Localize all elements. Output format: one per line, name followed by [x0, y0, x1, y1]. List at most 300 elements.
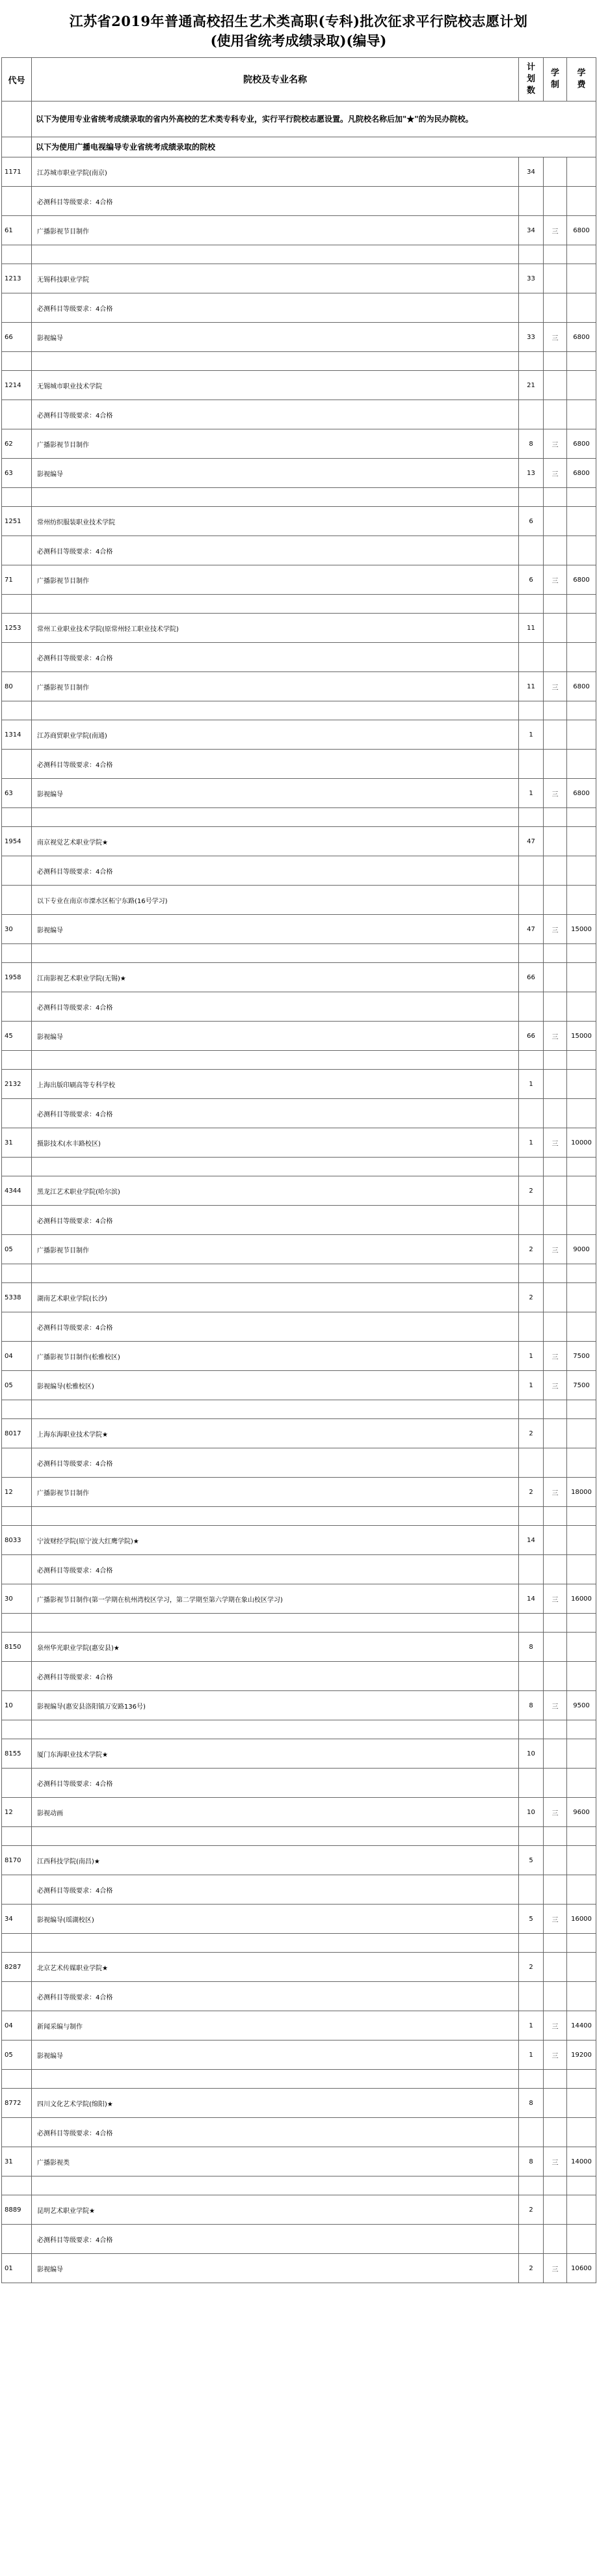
spacer-cell	[2, 2176, 32, 2195]
name-cell: 泉州华光职业学院(惠安县)★	[32, 1633, 519, 1662]
fee-cell	[567, 157, 596, 187]
plan-cell: 5	[519, 1905, 544, 1934]
major-row	[2, 1371, 596, 1400]
spacer-cell	[544, 2176, 567, 2195]
name-cell: 必测科目等级要求：4合格	[32, 2118, 519, 2147]
spacer-cell	[519, 488, 544, 507]
fee-cell: 10600	[567, 2254, 596, 2283]
fee-cell: 6800	[567, 459, 596, 488]
spacer-cell	[544, 1400, 567, 1419]
plan-cell	[519, 1312, 544, 1342]
spacer-cell	[519, 1614, 544, 1633]
name-cell: 黑龙江艺术职业学院(哈尔滨)	[32, 1176, 519, 1206]
spacer-cell	[519, 1507, 544, 1526]
header-years: 学 制	[544, 58, 567, 102]
code-cell: 1314	[2, 720, 32, 750]
name-cell: 必测科目等级要求：4合格	[32, 2225, 519, 2254]
years-cell	[544, 1283, 567, 1312]
requirement-row	[2, 643, 596, 672]
years-cell: 三	[544, 1691, 567, 1720]
spacer-cell	[544, 1051, 567, 1070]
years-cell: 三	[544, 1798, 567, 1827]
years-cell	[544, 371, 567, 400]
name-cell: 南京视觉艺术职业学院★	[32, 827, 519, 856]
spacer-cell	[519, 1264, 544, 1283]
name-cell: 必测科目等级要求：4合格	[32, 1982, 519, 2011]
plan-cell: 1	[519, 1342, 544, 1371]
spacer-cell	[32, 944, 519, 963]
name-cell: 上海东海职业技术学院★	[32, 1419, 519, 1448]
code-cell: 4344	[2, 1176, 32, 1206]
major-row	[2, 1478, 596, 1507]
plan-cell	[519, 643, 544, 672]
major-row	[2, 1022, 596, 1051]
years-cell: 三	[544, 1478, 567, 1507]
major-row	[2, 1798, 596, 1827]
spacer-cell	[32, 2070, 519, 2089]
name-cell: 厦门东海职业技术学院★	[32, 1739, 519, 1769]
spacer-cell	[567, 1720, 596, 1739]
fee-cell	[567, 886, 596, 915]
spacer-cell	[519, 2070, 544, 2089]
code-cell	[2, 1555, 32, 1584]
requirement-row	[2, 1555, 596, 1584]
fee-cell: 7500	[567, 1342, 596, 1371]
spacer-cell	[519, 2176, 544, 2195]
plan-cell: 47	[519, 827, 544, 856]
code-cell: 71	[2, 565, 32, 595]
plan-cell	[519, 886, 544, 915]
plan-cell: 21	[519, 371, 544, 400]
spacer-cell	[519, 944, 544, 963]
major-row	[2, 672, 596, 701]
code-cell: 1253	[2, 614, 32, 643]
fee-cell	[567, 371, 596, 400]
fee-cell	[567, 2225, 596, 2254]
spacer-cell	[567, 1051, 596, 1070]
plan-cell: 1	[519, 1371, 544, 1400]
table-header-row	[2, 58, 596, 102]
spacer-cell	[2, 1507, 32, 1526]
plan-cell	[519, 1875, 544, 1905]
code-cell: 34	[2, 1905, 32, 1934]
code-cell	[2, 992, 32, 1022]
name-cell: 广播影视节目制作	[32, 216, 519, 245]
spacer-row	[2, 1158, 596, 1176]
name-cell: 影视编导	[32, 2254, 519, 2283]
years-cell	[544, 1206, 567, 1235]
years-cell	[544, 1662, 567, 1691]
spacer-cell	[567, 1507, 596, 1526]
spacer-cell	[519, 1051, 544, 1070]
code-cell	[2, 1875, 32, 1905]
spacer-row	[2, 488, 596, 507]
spacer-cell	[32, 1720, 519, 1739]
name-cell: 必测科目等级要求：4合格	[32, 293, 519, 323]
requirement-row	[2, 856, 596, 886]
fee-cell	[567, 992, 596, 1022]
code-cell	[2, 1206, 32, 1235]
name-cell: 广播影视类	[32, 2147, 519, 2176]
plan-cell: 1	[519, 1070, 544, 1099]
years-cell: 三	[544, 1905, 567, 1934]
fee-cell	[567, 507, 596, 536]
spacer-cell	[567, 1614, 596, 1633]
plan-cell: 66	[519, 1022, 544, 1051]
years-cell: 三	[544, 459, 567, 488]
fee-cell	[567, 1769, 596, 1798]
code-cell: 30	[2, 915, 32, 944]
years-cell	[544, 886, 567, 915]
plan-cell: 13	[519, 459, 544, 488]
years-cell	[544, 1070, 567, 1099]
plan-cell	[519, 1448, 544, 1478]
name-cell: 影视编导(松雅校区)	[32, 1371, 519, 1400]
fee-cell: 16000	[567, 1905, 596, 1934]
years-cell	[544, 1448, 567, 1478]
code-cell: 1251	[2, 507, 32, 536]
plan-cell: 2	[519, 1283, 544, 1312]
spacer-row	[2, 2070, 596, 2089]
school-row	[2, 1633, 596, 1662]
name-cell: 影视编导	[32, 323, 519, 352]
plan-cell: 47	[519, 915, 544, 944]
code-cell: 5338	[2, 1283, 32, 1312]
school-row	[2, 614, 596, 643]
years-cell	[544, 720, 567, 750]
spacer-cell	[32, 1264, 519, 1283]
code-cell	[2, 856, 32, 886]
plan-cell	[519, 1662, 544, 1691]
school-row	[2, 1419, 596, 1448]
fee-cell	[567, 536, 596, 565]
spacer-cell	[32, 1507, 519, 1526]
plan-cell	[519, 187, 544, 216]
fee-cell: 6800	[567, 323, 596, 352]
code-cell	[2, 1448, 32, 1478]
name-cell: 常州工业职业技术学院(原常州轻工职业技术学院)	[32, 614, 519, 643]
code-cell: 04	[2, 1342, 32, 1371]
spacer-cell	[2, 2070, 32, 2089]
spacer-cell	[544, 1507, 567, 1526]
plan-cell: 2	[519, 1176, 544, 1206]
code-cell: 05	[2, 2040, 32, 2070]
code-cell: 31	[2, 1128, 32, 1158]
plan-cell	[519, 1206, 544, 1235]
intro-note-code	[2, 102, 32, 137]
plan-cell: 8	[519, 1633, 544, 1662]
spacer-cell	[32, 701, 519, 720]
requirement-row	[2, 1875, 596, 1905]
major-row	[2, 1584, 596, 1614]
years-cell	[544, 400, 567, 429]
school-row	[2, 827, 596, 856]
plan-cell: 2	[519, 1478, 544, 1507]
spacer-cell	[519, 1827, 544, 1846]
code-cell	[2, 886, 32, 915]
plan-cell: 1	[519, 779, 544, 808]
spacer-cell	[544, 701, 567, 720]
years-cell	[544, 856, 567, 886]
fee-cell	[567, 2195, 596, 2225]
school-row	[2, 1953, 596, 1982]
years-cell	[544, 1846, 567, 1875]
years-cell	[544, 1953, 567, 1982]
title-line-1: 江苏省2019年普通高校招生艺术类高职(专科)批次征求平行院校志愿计划	[69, 13, 528, 29]
spacer-cell	[32, 488, 519, 507]
fee-cell	[567, 1099, 596, 1128]
fee-cell	[567, 1312, 596, 1342]
code-cell	[2, 293, 32, 323]
fee-cell	[567, 264, 596, 293]
fee-cell	[567, 1526, 596, 1555]
fee-cell: 6800	[567, 216, 596, 245]
spacer-cell	[32, 1934, 519, 1953]
spacer-cell	[567, 2070, 596, 2089]
requirement-row	[2, 1448, 596, 1478]
spacer-cell	[2, 1934, 32, 1953]
header-fee: 学 费	[567, 58, 596, 102]
group-note-row	[2, 137, 596, 157]
major-row	[2, 565, 596, 595]
plan-cell	[519, 1099, 544, 1128]
fee-cell: 9500	[567, 1691, 596, 1720]
years-cell	[544, 2089, 567, 2118]
spacer-row	[2, 595, 596, 614]
code-cell	[2, 750, 32, 779]
name-cell: 广播影视节目制作(第一学期在杭州湾校区学习，第二学期至第六学期在象山校区学习)	[32, 1584, 519, 1614]
spacer-cell	[544, 1614, 567, 1633]
header-name: 院校及专业名称	[32, 58, 519, 102]
plan-cell: 2	[519, 1235, 544, 1264]
plan-cell: 66	[519, 963, 544, 992]
fee-cell	[567, 856, 596, 886]
name-cell: 广播影视节目制作	[32, 1235, 519, 1264]
years-cell	[544, 507, 567, 536]
spacer-cell	[567, 1158, 596, 1176]
years-cell	[544, 1769, 567, 1798]
code-cell: 30	[2, 1584, 32, 1614]
spacer-cell	[519, 1720, 544, 1739]
spacer-cell	[2, 1720, 32, 1739]
requirement-row	[2, 187, 596, 216]
requirement-row	[2, 2225, 596, 2254]
school-row	[2, 2195, 596, 2225]
name-cell: 必测科目等级要求：4合格	[32, 643, 519, 672]
years-cell: 三	[544, 1235, 567, 1264]
spacer-cell	[2, 1614, 32, 1633]
name-cell: 以下专业在南京市溧水区柘宁东路(16号学习)	[32, 886, 519, 915]
spacer-cell	[544, 808, 567, 827]
name-cell: 广播影视节目制作	[32, 1478, 519, 1507]
code-cell: 1213	[2, 264, 32, 293]
fee-cell	[567, 1846, 596, 1875]
code-cell: 8033	[2, 1526, 32, 1555]
name-cell: 必测科目等级要求：4合格	[32, 1875, 519, 1905]
spacer-cell	[544, 488, 567, 507]
fee-cell: 6800	[567, 672, 596, 701]
fee-cell	[567, 1283, 596, 1312]
code-cell: 05	[2, 1371, 32, 1400]
code-cell	[2, 1099, 32, 1128]
years-cell: 三	[544, 2147, 567, 2176]
years-cell	[544, 264, 567, 293]
plan-cell: 8	[519, 2147, 544, 2176]
code-cell: 01	[2, 2254, 32, 2283]
fee-cell	[567, 2118, 596, 2147]
code-cell: 10	[2, 1691, 32, 1720]
code-cell: 1214	[2, 371, 32, 400]
spacer-cell	[567, 701, 596, 720]
spacer-cell	[567, 2176, 596, 2195]
spacer-cell	[519, 595, 544, 614]
code-cell: 8287	[2, 1953, 32, 1982]
plan-cell: 6	[519, 565, 544, 595]
code-cell: 63	[2, 779, 32, 808]
plan-cell	[519, 400, 544, 429]
plan-cell: 14	[519, 1584, 544, 1614]
plan-cell: 1	[519, 1128, 544, 1158]
major-row	[2, 2254, 596, 2283]
spacer-cell	[32, 595, 519, 614]
plan-cell	[519, 1769, 544, 1798]
plan-cell	[519, 2118, 544, 2147]
spacer-row	[2, 1507, 596, 1526]
spacer-cell	[567, 488, 596, 507]
spacer-cell	[32, 808, 519, 827]
years-cell: 三	[544, 915, 567, 944]
spacer-cell	[544, 1934, 567, 1953]
school-row	[2, 157, 596, 187]
code-cell	[2, 1769, 32, 1798]
spacer-cell	[567, 245, 596, 264]
spacer-cell	[519, 701, 544, 720]
plan-cell: 8	[519, 1691, 544, 1720]
name-cell: 无锡城市职业技术学院	[32, 371, 519, 400]
name-cell: 必测科目等级要求：4合格	[32, 992, 519, 1022]
spacer-row	[2, 944, 596, 963]
fee-cell	[567, 827, 596, 856]
years-cell: 三	[544, 2011, 567, 2040]
years-cell	[544, 536, 567, 565]
spacer-cell	[2, 1158, 32, 1176]
fee-cell: 7500	[567, 1371, 596, 1400]
name-cell: 江南影视艺术职业学院(无锡)★	[32, 963, 519, 992]
major-row	[2, 2040, 596, 2070]
years-cell	[544, 2118, 567, 2147]
name-cell: 新闻采编与制作	[32, 2011, 519, 2040]
requirement-row	[2, 293, 596, 323]
spacer-cell	[567, 1400, 596, 1419]
name-cell: 影视动画	[32, 1798, 519, 1827]
name-cell: 必测科目等级要求：4合格	[32, 1662, 519, 1691]
name-cell: 宁波财经学院(原宁波大红鹰学院)★	[32, 1526, 519, 1555]
years-cell: 三	[544, 565, 567, 595]
code-cell: 8889	[2, 2195, 32, 2225]
name-cell: 影视编导	[32, 915, 519, 944]
spacer-cell	[567, 1827, 596, 1846]
fee-cell	[567, 750, 596, 779]
fee-cell	[567, 720, 596, 750]
name-cell: 广播影视节目制作	[32, 672, 519, 701]
plan-cell	[519, 750, 544, 779]
years-cell	[544, 1526, 567, 1555]
requirement-row	[2, 1312, 596, 1342]
plan-cell: 33	[519, 323, 544, 352]
spacer-cell	[2, 595, 32, 614]
years-cell	[544, 750, 567, 779]
plan-cell: 11	[519, 672, 544, 701]
requirement-row	[2, 536, 596, 565]
spacer-row	[2, 808, 596, 827]
fee-cell	[567, 1633, 596, 1662]
spacer-cell	[519, 1158, 544, 1176]
spacer-cell	[544, 2070, 567, 2089]
fee-cell	[567, 643, 596, 672]
name-cell: 影视编导	[32, 1022, 519, 1051]
plan-cell: 6	[519, 507, 544, 536]
school-row	[2, 371, 596, 400]
fee-cell	[567, 1555, 596, 1584]
major-row	[2, 1691, 596, 1720]
spacer-cell	[519, 1400, 544, 1419]
fee-cell	[567, 400, 596, 429]
school-row	[2, 1176, 596, 1206]
fee-cell	[567, 1206, 596, 1235]
years-cell	[544, 1176, 567, 1206]
years-cell: 三	[544, 1022, 567, 1051]
plan-table	[1, 57, 596, 2283]
years-cell: 三	[544, 2254, 567, 2283]
fee-cell: 16000	[567, 1584, 596, 1614]
spacer-cell	[567, 808, 596, 827]
name-cell: 必测科目等级要求：4合格	[32, 856, 519, 886]
years-cell	[544, 2195, 567, 2225]
name-cell: 湖南艺术职业学院(长沙)	[32, 1283, 519, 1312]
spacer-cell	[544, 245, 567, 264]
plan-cell: 2	[519, 1953, 544, 1982]
requirement-row	[2, 750, 596, 779]
spacer-row	[2, 701, 596, 720]
code-cell: 61	[2, 216, 32, 245]
years-cell	[544, 157, 567, 187]
name-cell: 必测科目等级要求：4合格	[32, 1555, 519, 1584]
years-cell: 三	[544, 1371, 567, 1400]
fee-cell: 14400	[567, 2011, 596, 2040]
code-cell	[2, 2225, 32, 2254]
spacer-row	[2, 1400, 596, 1419]
intro-note: 以下为使用专业省统考成绩录取的省内外高校的艺术类专科专业，实行平行院校志愿设置。凡院校名称后加"★"的为民办院校。	[32, 102, 596, 137]
major-row	[2, 1235, 596, 1264]
name-cell: 江西科技学院(南昌)★	[32, 1846, 519, 1875]
fee-cell: 6800	[567, 779, 596, 808]
spacer-row	[2, 1934, 596, 1953]
code-cell: 8772	[2, 2089, 32, 2118]
spacer-cell	[567, 595, 596, 614]
name-cell: 必测科目等级要求：4合格	[32, 400, 519, 429]
requirement-row	[2, 2118, 596, 2147]
spacer-cell	[2, 352, 32, 371]
code-cell	[2, 1312, 32, 1342]
spacer-cell	[2, 944, 32, 963]
major-row	[2, 1905, 596, 1934]
plan-cell	[519, 293, 544, 323]
fee-cell	[567, 1176, 596, 1206]
requirement-row	[2, 1982, 596, 2011]
spacer-cell	[519, 808, 544, 827]
name-cell: 江苏城市职业学院(南京)	[32, 157, 519, 187]
spacer-cell	[519, 1934, 544, 1953]
